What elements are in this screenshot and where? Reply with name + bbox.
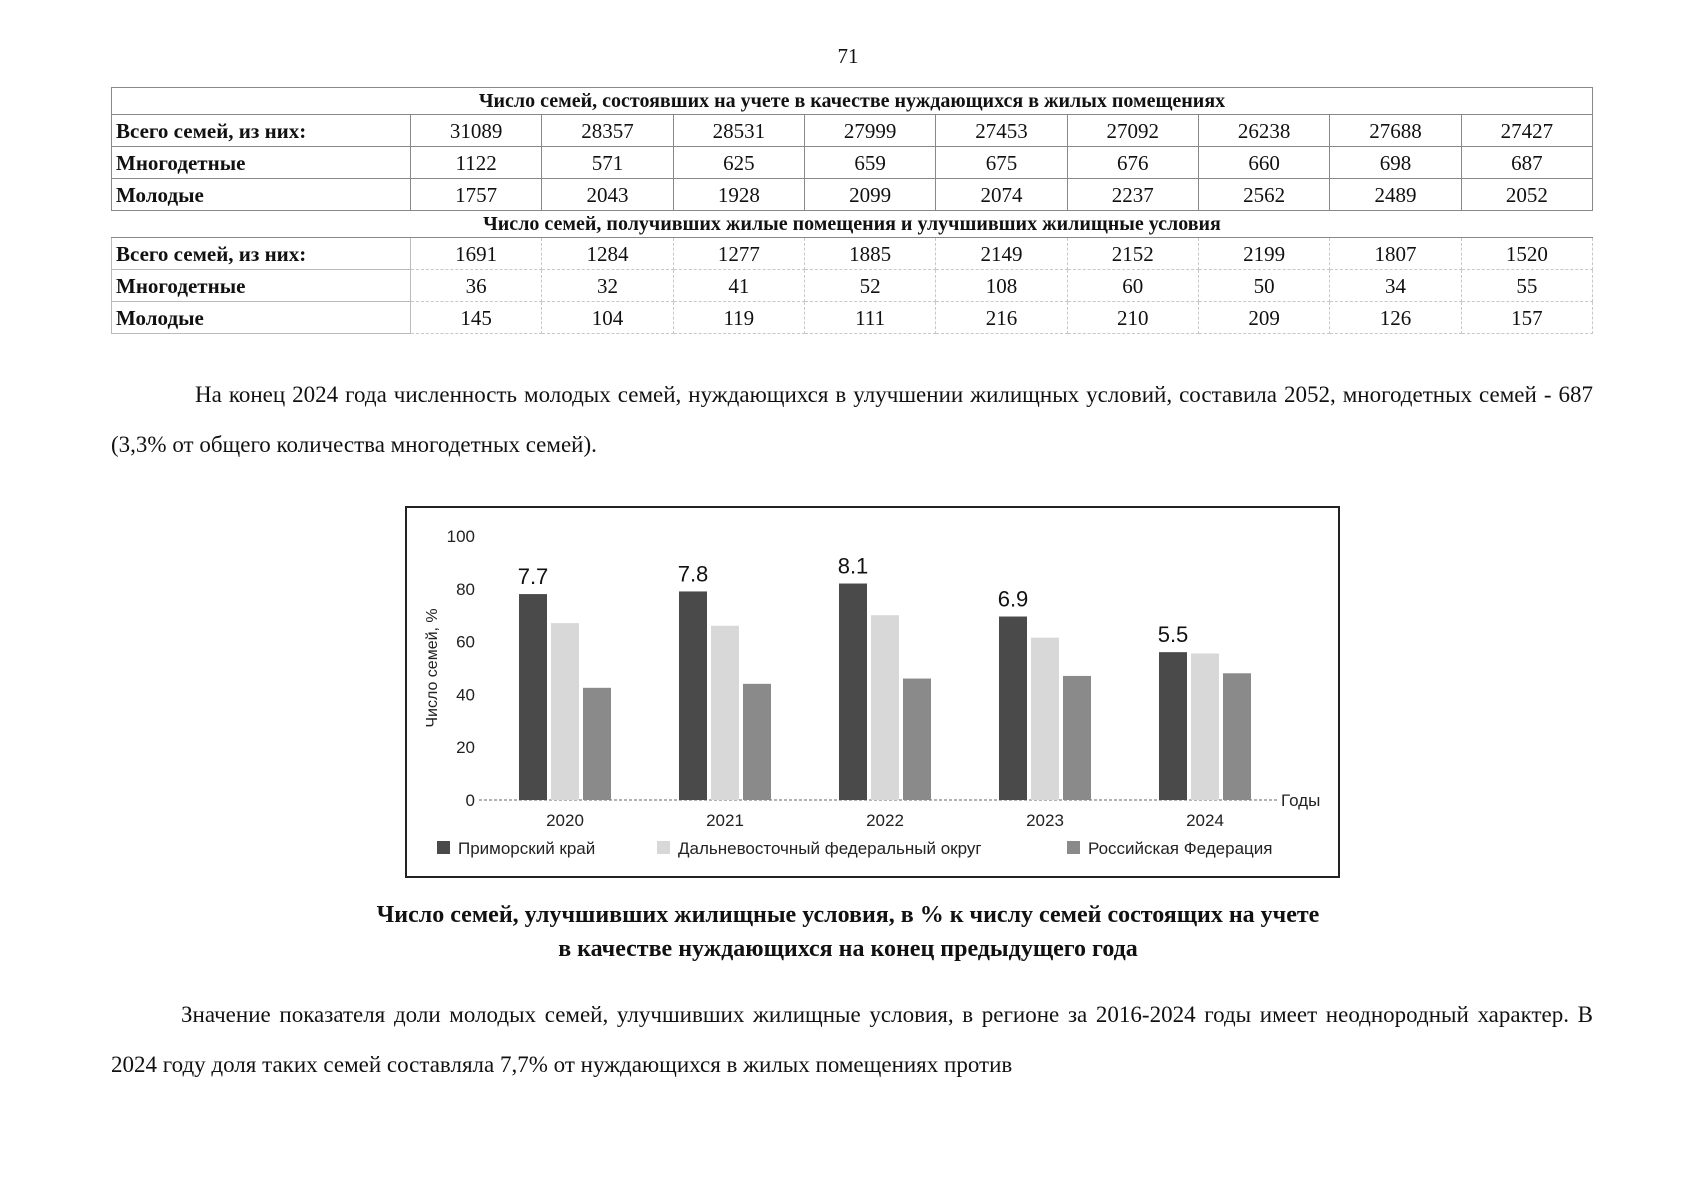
table-cell: 1122	[411, 147, 542, 179]
table-cell: 27427	[1461, 115, 1592, 147]
table-cell: 625	[673, 147, 804, 179]
table-cell: 2152	[1067, 238, 1198, 270]
table-cell: 2099	[804, 179, 935, 211]
table-cell: 2237	[1067, 179, 1198, 211]
row-label: Всего семей, из них:	[112, 115, 411, 147]
table-cell: 1928	[673, 179, 804, 211]
bar	[1063, 676, 1091, 800]
table-cell: 34	[1330, 270, 1461, 302]
y-axis-label: Число семей, %	[424, 608, 441, 728]
data-label: 6.9	[997, 586, 1029, 612]
legend-label: Дальневосточный федеральный округ	[678, 839, 982, 858]
table-cell: 216	[936, 302, 1067, 334]
table-cell: 60	[1067, 270, 1198, 302]
bar	[679, 591, 707, 800]
table-cell: 2199	[1198, 238, 1329, 270]
table-row	[112, 179, 1593, 211]
section-title: Число семей, состоявших на учете в качестве нуждающихся в жилых помещениях	[112, 88, 1593, 115]
table-cell: 2074	[936, 179, 1067, 211]
legend-label: Приморский край	[458, 839, 596, 858]
table-cell: 32	[542, 270, 673, 302]
table-cell: 27688	[1330, 115, 1461, 147]
table-cell: 27453	[936, 115, 1067, 147]
table-cell: 111	[804, 302, 935, 334]
section-title: Число семей, получивших жилые помещения и улучшивших жилищные условия	[112, 211, 1593, 238]
y-tick-label: 60	[456, 632, 475, 652]
table-cell: 36	[411, 270, 542, 302]
table-section-header	[112, 88, 1593, 115]
statistics-table	[111, 87, 1593, 334]
row-label: Многодетные	[112, 147, 411, 179]
legend-swatch	[1067, 841, 1080, 854]
table-cell: 1691	[411, 238, 542, 270]
bar	[871, 615, 899, 800]
bar-chart	[405, 506, 1340, 878]
table-cell: 2043	[542, 179, 673, 211]
table-row	[112, 302, 1593, 334]
row-label: Молодые	[112, 179, 411, 211]
table-cell: 104	[542, 302, 673, 334]
table-cell: 55	[1461, 270, 1592, 302]
bar	[1223, 673, 1251, 800]
table-cell: 2149	[936, 238, 1067, 270]
table-cell: 27092	[1067, 115, 1198, 147]
table-cell: 1807	[1330, 238, 1461, 270]
data-label: 8.1	[837, 553, 869, 579]
table-cell: 28357	[542, 115, 673, 147]
table-cell: 50	[1198, 270, 1329, 302]
table-cell: 157	[1461, 302, 1592, 334]
row-label: Многодетные	[112, 270, 411, 302]
table-section-header	[112, 211, 1593, 238]
table-cell: 2562	[1198, 179, 1329, 211]
bar	[999, 617, 1027, 800]
table-row	[112, 147, 1593, 179]
table-cell: 1757	[411, 179, 542, 211]
table-cell: 119	[673, 302, 804, 334]
table-cell: 41	[673, 270, 804, 302]
table-cell: 571	[542, 147, 673, 179]
table-cell: 687	[1461, 147, 1592, 179]
table-cell: 1885	[804, 238, 935, 270]
table-cell: 1277	[673, 238, 804, 270]
legend-swatch	[437, 841, 450, 854]
bar	[551, 623, 579, 800]
table-cell: 210	[1067, 302, 1198, 334]
caption-line-1: Число семей, улучшивших жилищные условия, в % к числу семей состоящих на учете	[376, 902, 1320, 928]
table-cell: 660	[1198, 147, 1329, 179]
y-tick-label: 80	[456, 579, 475, 599]
table-row	[112, 115, 1593, 147]
data-label: 5.5	[1157, 622, 1189, 648]
x-tick-label: 2022	[866, 811, 904, 830]
page-number: 71	[837, 44, 859, 68]
y-tick-label: 0	[465, 791, 475, 810]
table-cell: 2052	[1461, 179, 1592, 211]
bar	[583, 688, 611, 800]
table-cell: 145	[411, 302, 542, 334]
bar	[711, 626, 739, 800]
table-cell: 27999	[804, 115, 935, 147]
row-label: Всего семей, из них:	[112, 238, 411, 270]
x-tick-label: 2020	[546, 811, 584, 830]
bar	[519, 594, 547, 800]
table-cell: 209	[1198, 302, 1329, 334]
x-axis-label: Годы	[1281, 791, 1321, 810]
table-cell: 26238	[1198, 115, 1329, 147]
chart-caption	[0, 898, 1696, 966]
table-row	[112, 270, 1593, 302]
data-label: 7.7	[517, 564, 549, 590]
table-cell: 1520	[1461, 238, 1592, 270]
x-tick-label: 2024	[1186, 811, 1224, 830]
paragraph-young-share: Значение показателя доли молодых семей, улучшивших жилищные условия, в регионе за 2016-2024 годы имеет неоднородный характер. В 2024 году доля таких семей составляла 7,7% от нуждающихся в жилых помещениях против	[111, 1002, 1593, 1077]
bar	[1191, 653, 1219, 800]
table-cell: 52	[804, 270, 935, 302]
table-cell: 126	[1330, 302, 1461, 334]
row-label: Молодые	[112, 302, 411, 334]
bar	[1031, 638, 1059, 800]
table-row	[112, 238, 1593, 270]
table-cell: 1284	[542, 238, 673, 270]
bar	[743, 684, 771, 800]
table-cell: 675	[936, 147, 1067, 179]
paragraph-young-families: На конец 2024 года численность молодых семей, нуждающихся в улучшении жилищных условий, составила 2052, многодетных семей - 687 (3,3% от общего количества многодетных семей).	[111, 382, 1593, 457]
table-cell: 676	[1067, 147, 1198, 179]
table-cell: 108	[936, 270, 1067, 302]
table-cell: 698	[1330, 147, 1461, 179]
y-tick-label: 100	[446, 527, 475, 546]
legend-swatch	[657, 841, 670, 854]
y-tick-label: 20	[456, 738, 475, 758]
data-label: 7.8	[677, 561, 709, 587]
x-tick-label: 2021	[706, 811, 744, 830]
bar	[903, 679, 931, 800]
bar	[1159, 652, 1187, 800]
table-cell: 659	[804, 147, 935, 179]
bar-chart-svg	[407, 508, 1342, 880]
bar	[839, 584, 867, 800]
table-cell: 28531	[673, 115, 804, 147]
caption-line-2: в качестве нуждающихся на конец предыдущего года	[558, 936, 1138, 962]
x-tick-label: 2023	[1026, 811, 1064, 830]
legend-label: Российская Федерация	[1088, 839, 1273, 858]
y-tick-label: 40	[456, 685, 475, 705]
table-cell: 31089	[411, 115, 542, 147]
table-cell: 2489	[1330, 179, 1461, 211]
